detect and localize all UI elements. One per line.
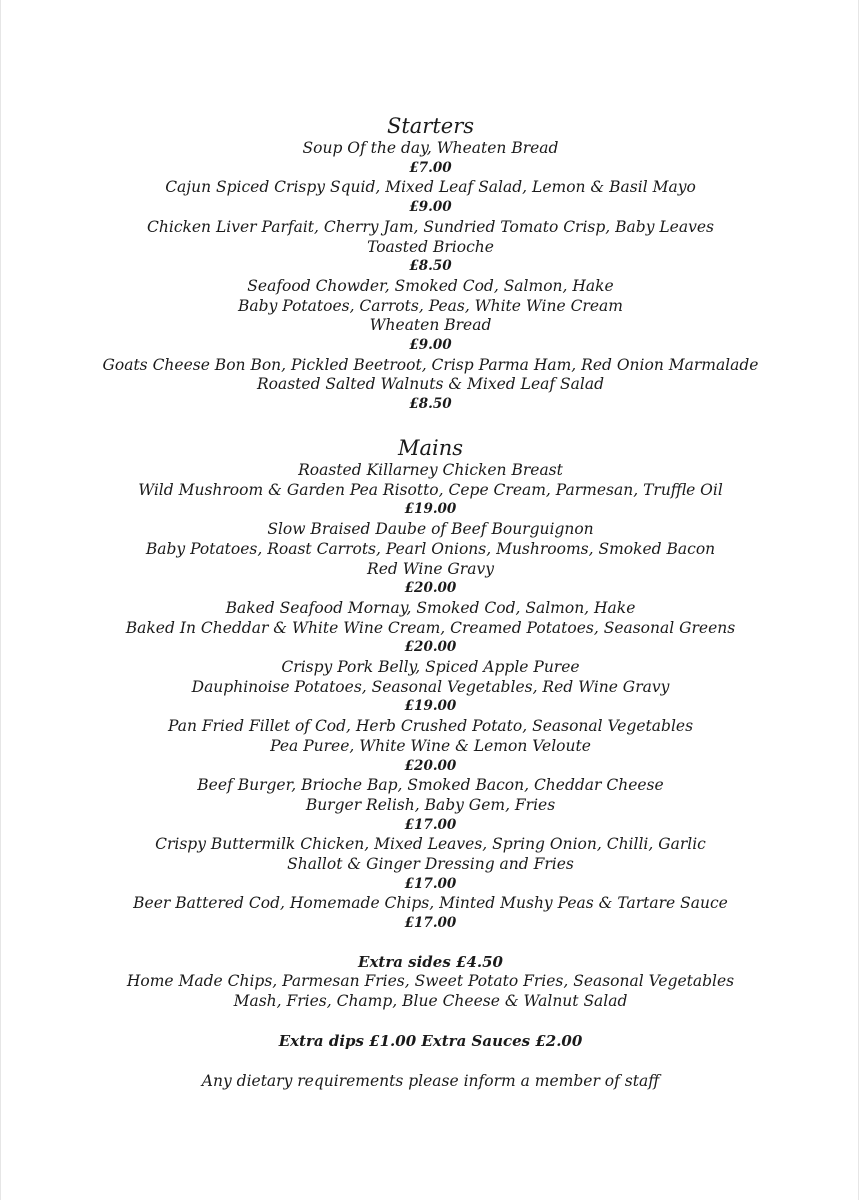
main-6-line-2: Burger Relish, Baby Gem, Fries <box>305 795 556 814</box>
main-4-line-2: Dauphinoise Potatoes, Seasonal Vegetables, Red Wine Gravy <box>191 677 670 696</box>
starter-1-line-1: Soup Of the day, Wheaten Bread <box>302 139 559 157</box>
starter-3-price: £8.50 <box>409 258 452 275</box>
starters-section <box>1 113 859 415</box>
main-4-line-1: Crispy Pork Belly, Spiced Apple Puree <box>281 658 580 677</box>
main-5-line-1: Pan Fried Fillet of Cod, Herb Crushed Potato, Seasonal Vegetables <box>167 717 694 736</box>
starter-2-price: £9.00 <box>409 199 452 216</box>
starter-4-line-3: Wheaten Bread <box>369 316 492 335</box>
main-2-line-2: Baby Potatoes, Roast Carrots, Pearl Onions, Mushrooms, Smoked Bacon <box>145 539 716 558</box>
main-3-price: £20.00 <box>404 639 457 656</box>
mains-section <box>1 435 859 934</box>
starter-4-price: £9.00 <box>409 337 452 354</box>
main-5-price: £20.00 <box>404 757 457 774</box>
starter-5-line-2: Roasted Salted Walnuts & Mixed Leaf Salad <box>256 375 605 394</box>
main-4-price: £19.00 <box>404 698 457 715</box>
starter-5-line-1: Goats Cheese Bon Bon, Pickled Beetroot, Crisp Parma Ham, Red Onion Marmalade <box>102 355 759 374</box>
extra-sides-heading: Extra sides £4.50 <box>358 953 503 971</box>
main-5-line-2: Pea Puree, White Wine & Lemon Veloute <box>270 736 591 755</box>
mains-heading: Mains <box>397 436 464 460</box>
main-6-price: £17.00 <box>404 816 457 833</box>
main-3-line-1: Baked Seafood Mornay, Smoked Cod, Salmon, Hake <box>225 598 636 617</box>
main-6-line-1: Beef Burger, Brioche Bap, Smoked Bacon, Cheddar Cheese <box>197 776 664 795</box>
starter-3-line-1: Chicken Liver Parfait, Cherry Jam, Sundried Tomato Crisp, Baby Leaves <box>147 217 714 236</box>
main-1-line-1: Roasted Killarney Chicken Breast <box>298 461 563 479</box>
main-8-price: £17.00 <box>404 915 457 932</box>
main-7-price: £17.00 <box>404 875 457 892</box>
dietary-note: Any dietary requirements please inform a member of staff <box>201 1072 660 1090</box>
main-1-line-2: Wild Mushroom & Garden Pea Risotto, Cepe Cream, Parmesan, Truffle Oil <box>138 480 723 499</box>
extras-section <box>1 1031 859 1051</box>
starter-3-line-2: Toasted Brioche <box>367 237 494 256</box>
main-8-line-1: Beer Battered Cod, Homemade Chips, Minted Mushy Peas & Tartare Sauce <box>133 894 728 913</box>
main-3-line-2: Baked In Cheddar & White Wine Cream, Creamed Potatoes, Seasonal Greens <box>125 618 736 637</box>
extra-sides-section <box>1 952 859 1011</box>
main-1-price: £19.00 <box>404 501 457 518</box>
extras-heading: Extra dips £1.00 Extra Sauces £2.00 <box>278 1032 583 1050</box>
main-7-line-2: Shallot & Ginger Dressing and Fries <box>287 855 574 874</box>
starter-5-price: £8.50 <box>409 396 452 413</box>
starter-2-line-1: Cajun Spiced Crispy Squid, Mixed Leaf Salad, Lemon & Basil Mayo <box>165 178 696 197</box>
starter-4-line-1: Seafood Chowder, Smoked Cod, Salmon, Hake <box>247 276 614 295</box>
starters-heading: Starters <box>386 114 475 138</box>
dietary-note-section <box>1 1071 859 1091</box>
main-2-line-1: Slow Braised Daube of Beef Bourguignon <box>267 520 594 539</box>
main-2-price: £20.00 <box>404 580 457 597</box>
starter-4-line-2: Baby Potatoes, Carrots, Peas, White Wine Cream <box>238 296 623 315</box>
starter-1-price: £7.00 <box>409 159 452 176</box>
main-7-line-1: Crispy Buttermilk Chicken, Mixed Leaves, Spring Onion, Chilli, Garlic <box>155 835 706 854</box>
extra-sides-line-1: Home Made Chips, Parmesan Fries, Sweet Potato Fries, Seasonal Vegetables <box>126 972 735 990</box>
main-2-line-3: Red Wine Gravy <box>367 559 494 578</box>
extra-sides-line-2: Mash, Fries, Champ, Blue Cheese & Walnut Salad <box>233 991 628 1010</box>
